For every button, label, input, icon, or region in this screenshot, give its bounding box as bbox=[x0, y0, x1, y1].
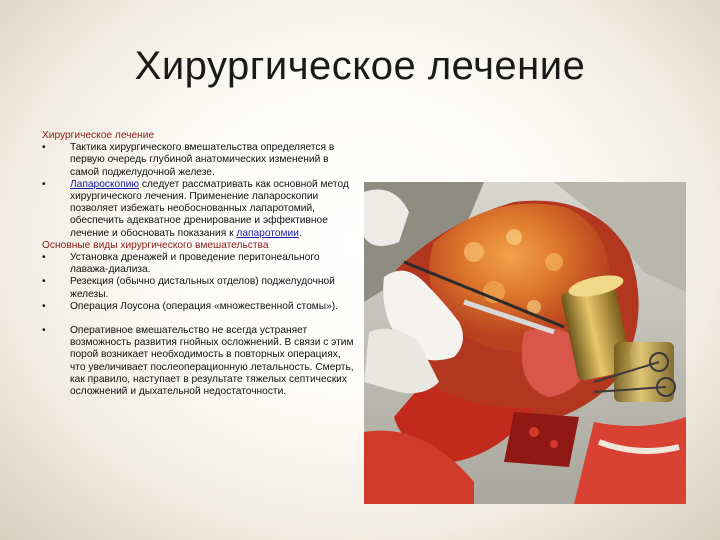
list-item bbox=[42, 252, 354, 276]
list-item bbox=[42, 142, 354, 179]
section-heading: Хирургическое лечение bbox=[42, 130, 155, 141]
bullet-text: Резекция (обычно дистальных отделов) поджелудочной железы. bbox=[70, 276, 335, 300]
spacer bbox=[42, 313, 354, 325]
bullet-marker: • bbox=[42, 142, 46, 154]
bullet-text: Тактика хирургического вмешательства определяется в первую очередь глубиной анатомических изменений в самой поджелудочной железе. bbox=[70, 142, 335, 178]
bullet-text: Установка дренажей и проведение перитонеального лаважа-диализа. bbox=[70, 252, 320, 276]
bullet-marker: • bbox=[42, 300, 46, 312]
slide-content bbox=[42, 130, 354, 398]
bullet-marker: • bbox=[42, 325, 46, 337]
list-item bbox=[42, 179, 354, 240]
list-item bbox=[42, 301, 354, 313]
bullet-marker: • bbox=[42, 276, 46, 288]
bullet-text bbox=[70, 179, 354, 240]
surgery-photo-illustration bbox=[364, 182, 686, 504]
slide-title: Хирургическое лечение bbox=[134, 44, 586, 88]
bullet-text: Операция Лоусона (операция «множественной стомы»). bbox=[70, 300, 338, 312]
laparotomy-link[interactable]: лапаротомии bbox=[236, 227, 299, 239]
section-subheading: Основные виды хирургического вмешательства bbox=[42, 239, 269, 251]
laparoscopy-link[interactable]: Лапароскопию bbox=[70, 178, 140, 190]
bullet-text-body: следует рассматривать как основной метод хирургического лечения. Применение лапароскопии позволяет избежать необоснованных лапаротомий, обеспечить адекватное дренирование и эффективное лечение и обосновать показания к bbox=[70, 178, 349, 239]
bullet-text-end: . bbox=[298, 227, 302, 239]
bullet-marker: • bbox=[42, 178, 46, 190]
bullet-text: Оперативное вмешательство не всегда устраняет возможность развития гнойных осложнений. В связи с этим порой возникает необходимость в повторных операциях, что увеличивает послеоперационную летальность. Смерть, как правило, наступает в результате тяжелых септических осложнений и дыхательной недостаточности. bbox=[70, 325, 354, 398]
list-item bbox=[42, 276, 354, 300]
bullet-marker: • bbox=[42, 252, 46, 264]
surgery-photo bbox=[364, 182, 686, 504]
list-item bbox=[42, 325, 354, 398]
